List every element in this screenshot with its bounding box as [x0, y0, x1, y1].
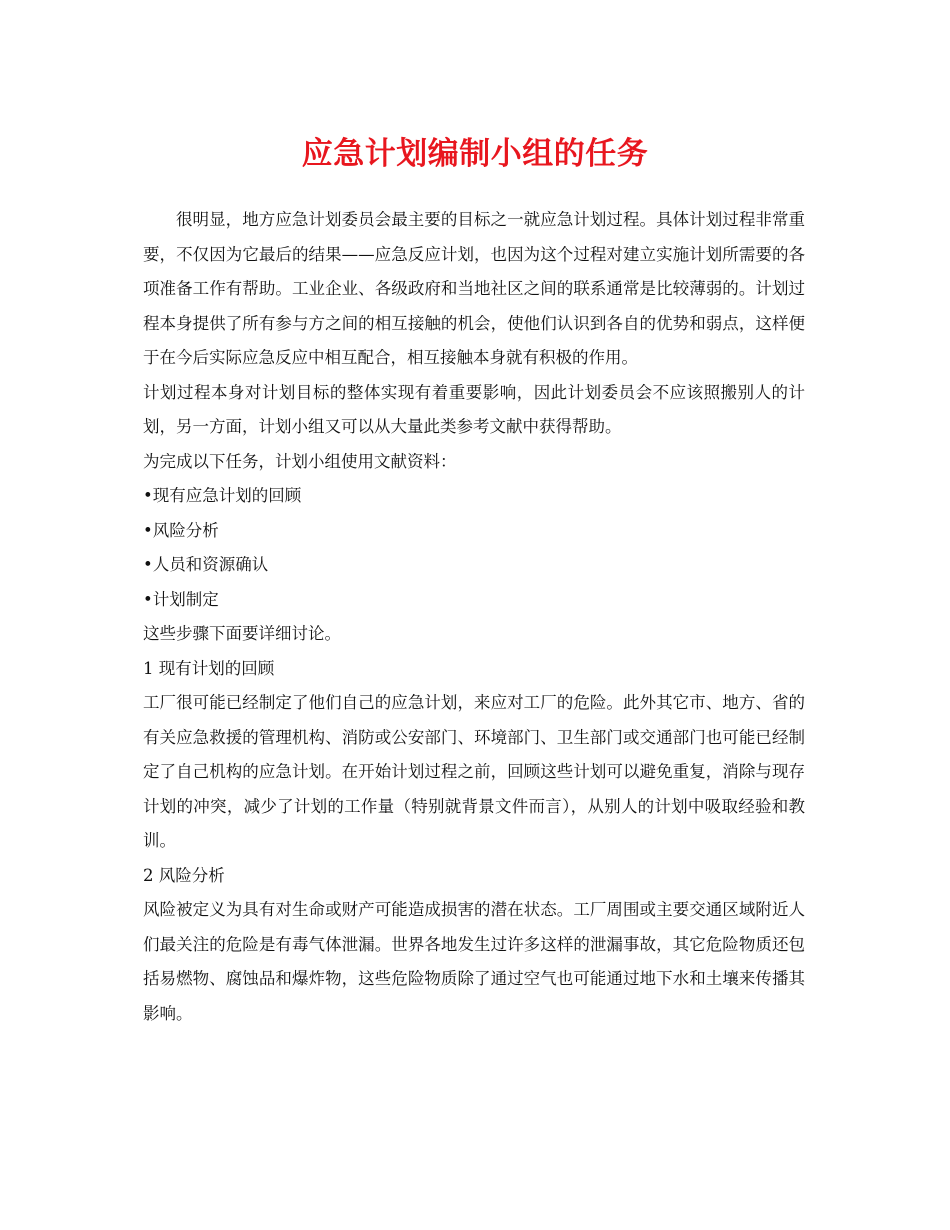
paragraph-task-lead: 为完成以下任务，计划小组使用文献资料： — [143, 451, 457, 471]
list-item-resources: •人员和资源确认 — [143, 555, 269, 574]
document-body — [143, 203, 805, 1031]
document-title: 应急计划编制小组的任务 — [301, 136, 649, 172]
paragraph-risk: 风险被定义为具有对生命或财产可能造成损害的潜在状态。工厂周围或主要交通区域附近人们最关注的危险是有毒气体泄漏。世界各地发生过许多这样的泄漏事故，其它危险物质还包括易燃物、腐蚀品和爆炸物，这些危险物质除了通过空气也可能通过地下水和土壤来传播其影响。 — [143, 900, 805, 1023]
list-item-risk-analysis: •风险分析 — [143, 520, 219, 540]
list-item-plan-making: •计划制定 — [143, 589, 219, 609]
paragraph-process-impact: 计划过程本身对计划目标的整体实现有着重要影响，因此计划委员会不应该照搬别人的计划，另一方面，计划小组又可以从大量此类参考文献中获得帮助。 — [143, 382, 805, 436]
list-item-review: •现有应急计划的回顾 — [143, 486, 302, 505]
section-heading-review: 1 现有计划的回顾 — [143, 658, 275, 678]
section-heading-risk: 2 风险分析 — [143, 865, 225, 885]
paragraph-steps-note: 这些步骤下面要详细讨论。 — [143, 624, 341, 643]
paragraph-intro: 很明显，地方应急计划委员会最主要的目标之一就应急计划过程。具体计划过程非常重要，不仅因为它最后的结果——应急反应计划，也因为这个过程对建立实施计划所需要的各项准备工作有帮助。工业企业、各级政府和当地社区之间的联系通常是比较薄弱的。计划过程本身提供了所有参与方之间的相互接触的机会，使他们认识到各自的优势和弱点，这样便于在今后实际应急反应中相互配合，相互接触本身就有积极的作用。 — [143, 210, 805, 367]
paragraph-review: 工厂很可能已经制定了他们自己的应急计划，来应对工厂的危险。此外其它市、地方、省的有关应急救援的管理机构、消防或公安部门、环境部门、卫生部门或交通部门也可能已经制定了自己机构的应急计划。在开始计划过程之前，回顾这些计划可以避免重复，消除与现存计划的冲突，减少了计划的工作量（特别就背景文件而言），从别人的计划中吸取经验和教训。 — [143, 693, 805, 850]
